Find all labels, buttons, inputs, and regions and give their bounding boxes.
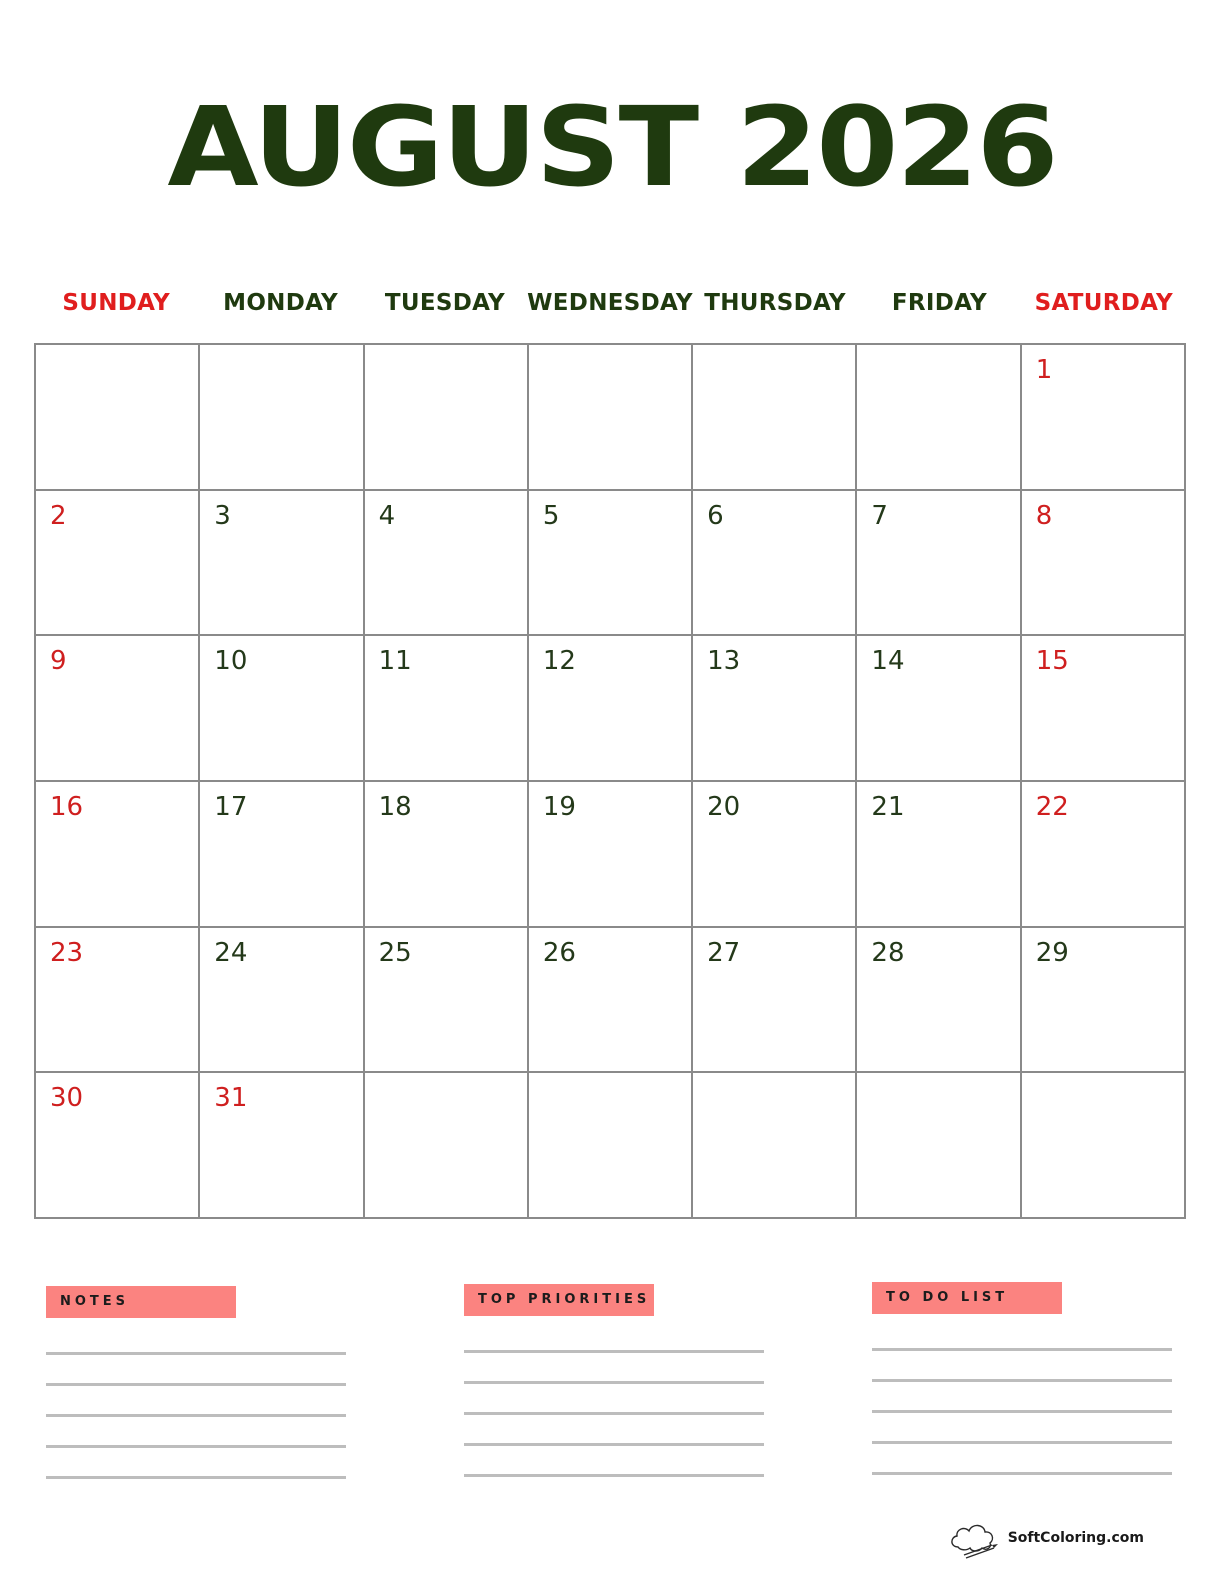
calendar-cell (200, 782, 364, 928)
footer-brand-text: SoftColoring.com (1007, 1530, 1144, 1546)
calendar-cell (693, 345, 857, 491)
day-number: 25 (378, 937, 412, 968)
calendar-cell (36, 1073, 200, 1219)
notes-line (46, 1414, 346, 1417)
day-number: 11 (378, 646, 412, 677)
calendar-cell (529, 782, 693, 928)
calendar-cell (200, 1073, 364, 1219)
notes-line (46, 1352, 346, 1355)
day-number: 26 (542, 937, 576, 968)
calendar-cell (857, 491, 1021, 637)
footer-brand (946, 1518, 1144, 1558)
day-number: 12 (542, 646, 576, 677)
calendar-cell (857, 1073, 1021, 1219)
calendar-cell (365, 636, 529, 782)
calendar-cell (36, 782, 200, 928)
todo-line (872, 1348, 1172, 1351)
day-number: 24 (214, 937, 248, 968)
priorities-section (464, 1284, 764, 1505)
priorities-line (464, 1412, 764, 1415)
calendar-cell (1022, 928, 1186, 1074)
weekday-header (34, 286, 1186, 320)
day-number: 8 (1035, 500, 1053, 531)
day-number: 19 (542, 792, 576, 822)
weekday-tuesday: TUESDAY (384, 290, 505, 316)
day-number: 7 (871, 500, 888, 531)
day-number: 18 (378, 792, 412, 822)
weekday-saturday: SATURDAY (1034, 290, 1174, 316)
weekday-monday: MONDAY (223, 290, 338, 316)
day-number: 1 (1035, 355, 1053, 385)
priorities-label: TOP PRIORITIES (464, 1284, 654, 1316)
page-title: AUGUST 2026 (167, 82, 1057, 212)
day-number: 28 (871, 937, 905, 968)
day-number: 5 (542, 500, 560, 531)
day-number: 13 (707, 646, 741, 677)
day-number: 10 (214, 646, 248, 677)
calendar-cell (36, 636, 200, 782)
day-number: 15 (1035, 646, 1069, 677)
todo-line (872, 1472, 1172, 1475)
notes-line (46, 1445, 346, 1448)
calendar-cell (693, 782, 857, 928)
calendar-grid (34, 343, 1186, 1219)
todo-line (872, 1410, 1172, 1413)
calendar-cell (200, 491, 364, 637)
calendar-cell (529, 1073, 693, 1219)
calendar-cell (36, 491, 200, 637)
calendar-cell (36, 928, 200, 1074)
todo-line (872, 1441, 1172, 1444)
calendar-cell (857, 345, 1021, 491)
calendar-cell (365, 345, 529, 491)
weekday-wednesday: WEDNESDAY (527, 290, 693, 316)
calendar-cell (365, 491, 529, 637)
priorities-line (464, 1350, 764, 1353)
calendar-cell (365, 928, 529, 1074)
day-number: 21 (871, 792, 905, 822)
calendar-cell (1022, 491, 1186, 637)
calendar-cell (529, 928, 693, 1074)
day-number: 17 (214, 792, 248, 822)
calendar-cell (36, 345, 200, 491)
notes-section (46, 1286, 346, 1507)
day-number: 20 (707, 792, 741, 822)
priorities-line (464, 1443, 764, 1446)
calendar-cell (1022, 1073, 1186, 1219)
day-number: 22 (1035, 792, 1069, 822)
calendar-cell (365, 782, 529, 928)
calendar-cell (693, 491, 857, 637)
day-number: 23 (50, 937, 84, 968)
day-number: 3 (214, 500, 231, 531)
calendar-cell (693, 636, 857, 782)
calendar-cell (529, 491, 693, 637)
priorities-line (464, 1474, 764, 1477)
calendar-cell (200, 636, 364, 782)
calendar-cell (1022, 782, 1186, 928)
day-number: 4 (378, 500, 396, 531)
calendar-cell (200, 928, 364, 1074)
calendar-cell (693, 1073, 857, 1219)
day-number: 30 (50, 1083, 84, 1114)
calendar-cell (365, 1073, 529, 1219)
weekday-friday: FRIDAY (891, 290, 987, 316)
weekday-thursday: THURSDAY (704, 290, 846, 316)
day-number: 14 (871, 646, 905, 677)
day-number: 29 (1035, 937, 1069, 968)
day-number: 31 (214, 1083, 248, 1114)
calendar-cell (693, 928, 857, 1074)
todo-section (872, 1282, 1172, 1503)
day-number: 9 (50, 646, 67, 677)
calendar-cell (529, 345, 693, 491)
day-number: 6 (707, 500, 724, 531)
calendar-cell (857, 636, 1021, 782)
notes-line (46, 1476, 346, 1479)
cloud-pencil-icon (946, 1517, 1004, 1559)
calendar-cell (200, 345, 364, 491)
weekday-sunday: SUNDAY (62, 290, 170, 316)
calendar-cell (1022, 636, 1186, 782)
notes-line (46, 1383, 346, 1386)
day-number: 16 (50, 792, 84, 822)
day-number: 27 (707, 937, 741, 968)
calendar-cell (1022, 345, 1186, 491)
todo-line (872, 1379, 1172, 1382)
calendar-cell (857, 782, 1021, 928)
todo-label: TO DO LIST (872, 1282, 1062, 1314)
notes-label: NOTES (46, 1286, 236, 1318)
day-number: 2 (50, 500, 67, 531)
calendar-cell (857, 928, 1021, 1074)
priorities-line (464, 1381, 764, 1384)
calendar-cell (529, 636, 693, 782)
